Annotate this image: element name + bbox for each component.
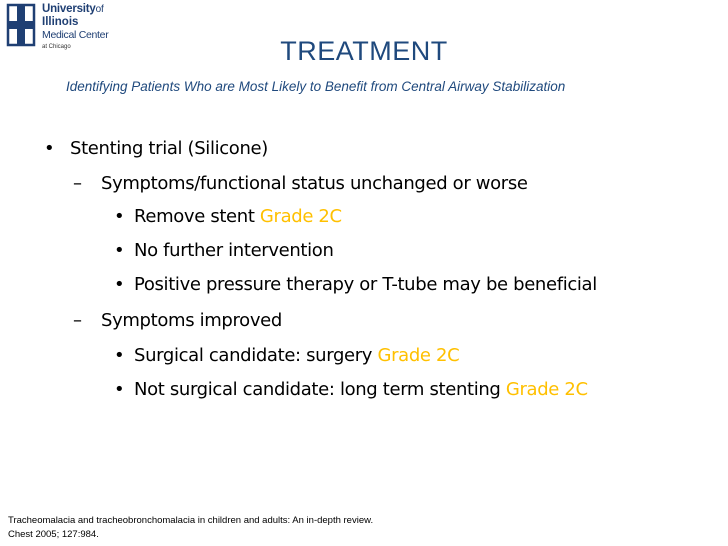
bullet-not-surgical-candidate [114, 379, 588, 400]
logo-university: University [42, 3, 96, 15]
grade-label: Grade 2C [259, 206, 342, 227]
bullet-symptoms-unchanged [73, 173, 528, 194]
bullet-text: Symptoms/functional status unchanged or worse [101, 173, 528, 194]
bullet-surgical-candidate [114, 345, 459, 366]
bullet-marker: • [114, 240, 125, 261]
logo-medical-center: Medical Center [42, 29, 109, 41]
bullet-marker: • [114, 206, 125, 227]
bullet-marker: • [114, 345, 125, 366]
bullet-text: Positive pressure therapy or T-tube may be beneficial [134, 274, 597, 295]
dash-marker: – [73, 173, 82, 194]
bullet-remove-stent [114, 206, 342, 227]
slide-subtitle: Identifying Patients Who are Most Likely to Benefit from Central Airway Stabilization [66, 79, 566, 94]
citation-footer [8, 514, 373, 542]
bullet-positive-pressure [114, 274, 597, 295]
logo-illinois: Illinois [42, 15, 79, 28]
bullet-text: Not surgical candidate: long term stenting [134, 379, 506, 400]
grade-label: Grade 2C [505, 379, 588, 400]
bullet-symptoms-improved [73, 310, 282, 331]
bullet-marker: • [44, 138, 55, 159]
bullet-text: Surgical candidate: surgery [134, 345, 378, 366]
bullet-text: Symptoms improved [101, 310, 282, 331]
bullet-no-further-intervention [114, 240, 334, 261]
grade-label: Grade 2C [377, 345, 460, 366]
logo-of: of [95, 4, 104, 15]
citation-line-1: Tracheomalacia and tracheobronchomalacia in children and adults: An in-depth review. [8, 515, 374, 526]
citation-line-2: Chest 2005; 127:984. [8, 529, 99, 540]
dash-marker: – [73, 310, 82, 331]
bullet-stenting-trial [44, 138, 268, 159]
bullet-marker: • [114, 274, 125, 295]
bullet-marker: • [114, 379, 125, 400]
bullet-text: Stenting trial (Silicone) [70, 138, 268, 159]
bullet-text: No further intervention [134, 240, 334, 261]
slide-title: TREATMENT [280, 36, 448, 66]
logo-at-chicago: at Chicago [42, 43, 71, 50]
bullet-text: Remove stent [134, 206, 260, 227]
